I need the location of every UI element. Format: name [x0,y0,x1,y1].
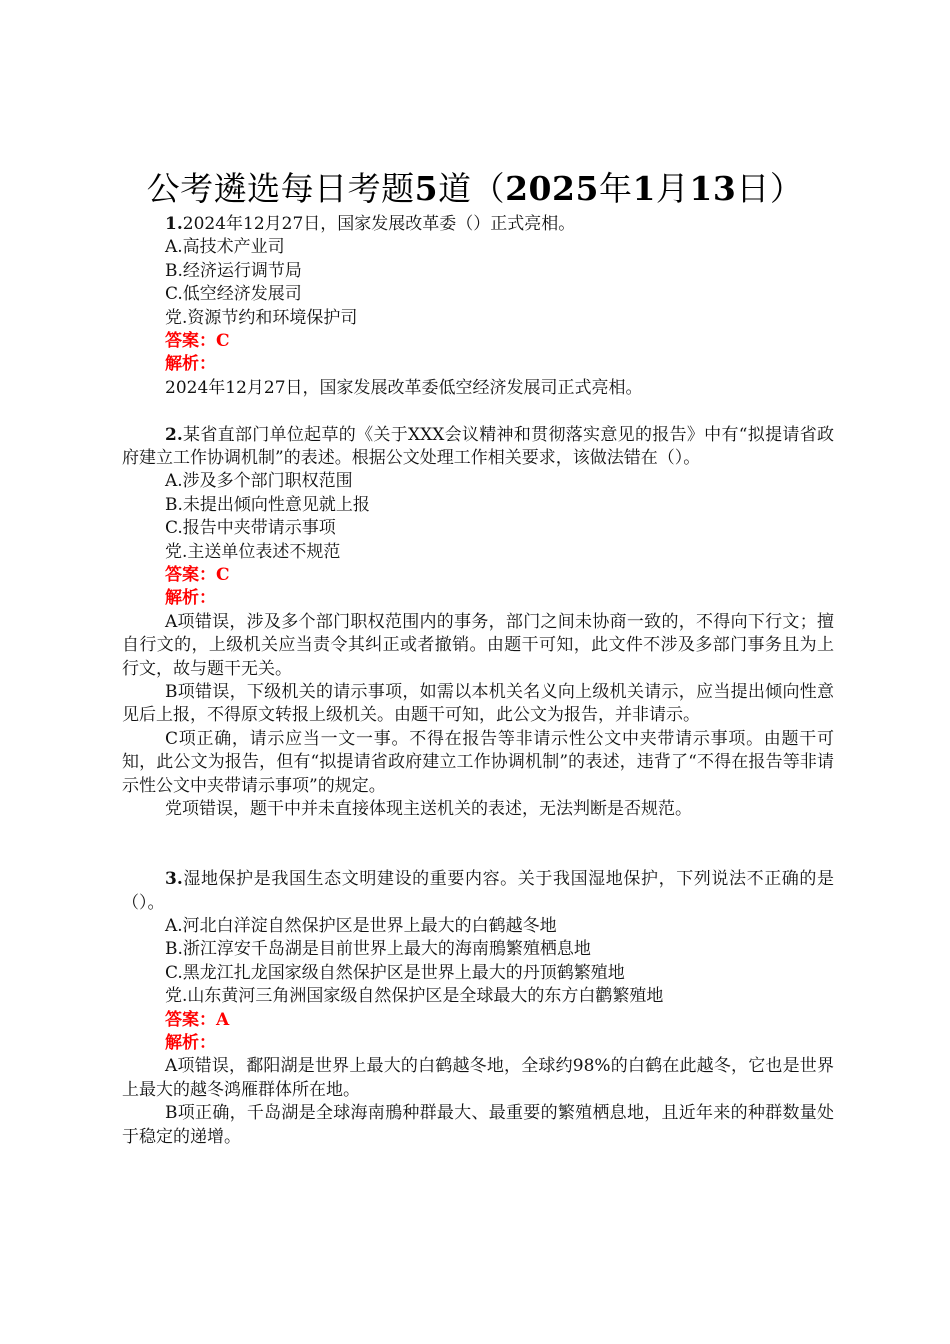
option-d: 党.主送单位表述不规范 [165,541,341,562]
title-month: 1 [632,169,656,208]
analysis-paragraph: 党项错误，题干中并未直接体现主送机关的表述，无法判断是否规范。 [165,798,692,819]
question-3 [122,868,834,1149]
option-a: A.涉及多个部门职权范围 [165,471,353,492]
question-1 [122,213,834,400]
analysis-label: 解析： [165,354,216,375]
option-b: B.浙江淳安千岛湖是目前世界上最大的海南鳽繁殖栖息地 [165,939,591,960]
option-c: C.低空经济发展司 [165,284,302,305]
option-c: C.报告中夹带请示事项 [165,518,336,539]
question-stem-text: 2024年12月27日，国家发展改革委（）正式亮相。 [182,214,576,234]
analysis-paragraph: A项错误，鄱阳湖是世界上最大的白鹤越冬地，全球约98%的白鹤在此越冬，它也是世界上最大的越冬鸿雁群体所在地。 [122,1056,834,1100]
question-stem [122,424,834,471]
option-a: A.高技术产业司 [165,237,285,258]
answer-label: 答案：A [165,1009,230,1030]
analysis-label: 解析： [165,588,216,609]
option-d: 党.山东黄河三角洲国家级自然保护区是全球最大的东方白鹳繁殖地 [165,986,664,1007]
question-stem [122,213,834,236]
analysis-paragraph: B项正确，千岛湖是全球海南鳽种群最大、最重要的繁殖栖息地，且近年来的种群数量处于稳定的递增。 [122,1103,834,1147]
analysis-paragraph: A项错误，涉及多个部门职权范围内的事务，部门之间未协商一致的，不得向下行文；擅自行文的，上级机关应当责令其纠正或者撤销。由题干可知，此文件不涉及多部门事务且为上行文，故与题干无关。 [122,611,834,679]
title-day: 13 [689,169,737,208]
title-year: 2025 [505,169,599,208]
title-month-char: 月 [655,169,690,208]
spacer [122,821,834,868]
spacer [122,400,834,423]
option-c: C.黑龙江扎龙国家级自然保护区是世界上最大的丹顶鹤繁殖地 [165,962,625,983]
question-list [122,213,834,1149]
title-day-char: 日） [736,169,804,208]
analysis-paragraph: 2024年12月27日，国家发展改革委低空经济发展司正式亮相。 [165,377,643,398]
answer-label: 答案：C [165,330,230,351]
analysis-paragraph: C项正确，请示应当一文一事。不得在报告等非请示性公文中夹带请示事项。由题干可知，此公文为报告，但有“拟提请省政府建立工作协调机制”的表述，违背了“不得在报告等非请示性公文中夹带请示事项”的规定。 [122,728,834,796]
option-a: A.河北白洋淀自然保护区是世界上最大的白鹤越冬地 [165,915,557,936]
question-number: 1. [165,214,183,234]
option-d: 党.资源节约和环境保护司 [165,307,358,328]
question-stem-text: 某省直部门单位起草的《关于XXX会议精神和贯彻落实意见的报告》中有“拟提请省政府建立工作协调机制”的表述。根据公文处理工作相关要求，该做法错在（）。 [122,424,834,468]
option-b: B.经济运行调节局 [165,260,302,281]
analysis-paragraph: B项错误，下级机关的请示事项，如需以本机关名义向上级机关请示，应当提出倾向性意见后上报，不得原文转报上级机关。由题干可知，此公文为报告，并非请示。 [122,681,834,726]
question-2 [122,424,834,822]
title-part1: 公考遴选每日考题 [146,169,415,208]
title-part2: 道（ [438,169,506,208]
option-b: B.未提出倾向性意见就上报 [165,494,370,515]
question-stem-text: 湿地保护是我国生态文明建设的重要内容。关于我国湿地保护，下列说法不正确的是（）。 [122,869,834,913]
page-title [0,166,950,212]
answer-label: 答案：C [165,564,230,585]
title-num: 5 [414,169,439,208]
title-year-char: 年 [598,169,633,208]
question-number: 3. [165,869,183,890]
analysis-label: 解析： [165,1032,216,1053]
question-number: 2. [165,424,183,445]
question-stem [122,868,834,915]
